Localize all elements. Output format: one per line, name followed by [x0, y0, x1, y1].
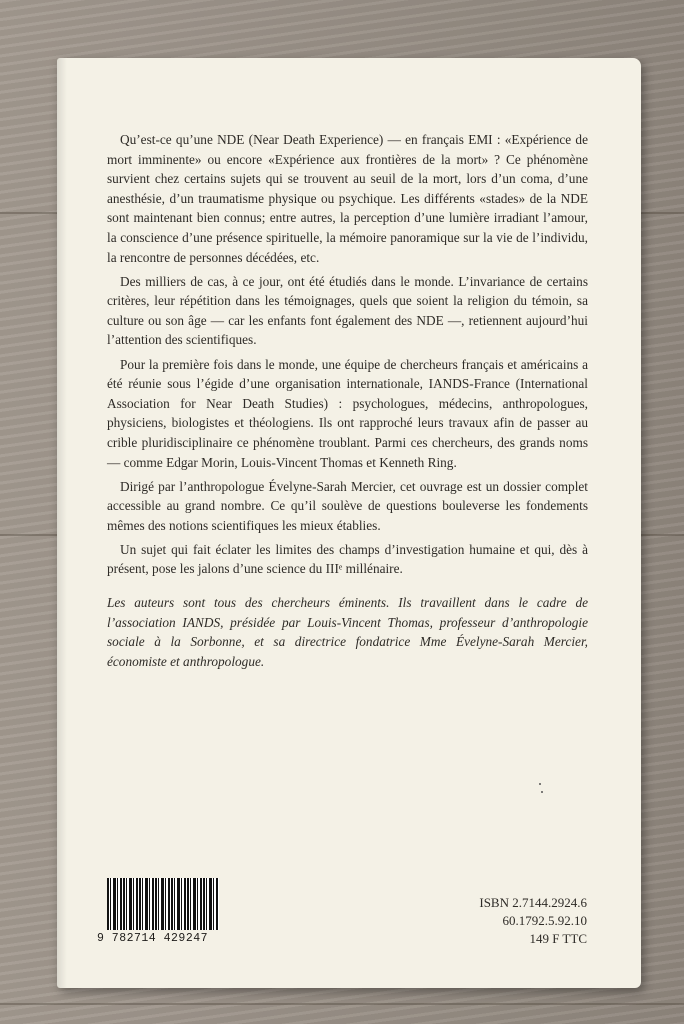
spine-shadow — [57, 58, 67, 988]
blurb-paragraph-1: Qu’est-ce qu’une NDE (Near Death Experience) — en français EMI : «Expérience de mort imminente» ou encore «Expérience aux frontières de la mort» ? Ce phénomène survient chez certains sujets qui se trouvent au seuil de la mort, lors d’un coma, d’une anesthésie, d’un traumatisme physique ou psychique. Les différents «stades» de la NDE sont maintenant bien connus; entre autres, la perception d’une lumière irradiant l’amour, la conscience d’une présence spirituelle, la mémoire panoramique sur la vie de l’individu, la rencontre de personnes décédées, etc. — [107, 132, 588, 265]
blurb-paragraph-2: Des milliers de cas, à ce jour, ont été étudiés dans le monde. L’invariance de certains critères, leur répétition dans les témoignages, quels que soient la religion du témoin, sa culture ou son âge — car les enfants font également des NDE —, retiennent aujourd’hui l’attention des scientifiques. — [107, 273, 588, 348]
blurb-text — [107, 130, 588, 676]
authors-paragraph: Les auteurs sont tous des chercheurs éminents. Ils travaillent dans le cadre de l’association IANDS, présidée par Louis-Vincent Thomas, professeur d’anthropologie sociale à la Sorbonne, et sa directrice fondatrice Mme Évelyne-Sarah Mercier, économiste et anthropologue. — [107, 595, 588, 669]
catalog-code: 60.1792.5.92.10 — [502, 913, 587, 928]
price: 149 F TTC — [529, 931, 587, 946]
barcode — [107, 878, 219, 930]
book-back-cover — [57, 58, 641, 988]
blurb-paragraph-4: Dirigé par l’anthropologue Évelyne-Sarah Mercier, cet ouvrage est un dossier complet accessible au grand nombre. Ce qu’il soulève de questions bouleverse les fondements mêmes des notions scientifiques les mieux établies. — [107, 478, 588, 533]
speck — [539, 783, 541, 785]
blurb-paragraph-3: Pour la première fois dans le monde, une équipe de chercheurs français et américains a été réunie sous l’égide d’une organisation internationale, IANDS-France (International Association for Near Death Studies) : psychologues, médecins, anthropologues, physiciens, biologistes et théologiens. Ils ont rapproché leurs travaux afin de passer au crible pluridisciplinaire ce phénomène troublant. Parmi ces chercheurs, des grands noms — comme Edgar Morin, Louis-Vincent Thomas et Kenneth Ring. — [107, 356, 588, 470]
speck — [541, 791, 543, 793]
isbn-number: ISBN 2.7144.2924.6 — [479, 895, 587, 910]
blurb-paragraph-5: Un sujet qui fait éclater les limites des champs d’investigation humaine et qui, dès à présent, pose les jalons d’une science du IIIᵉ millénaire. — [107, 541, 588, 577]
barcode-digits: 9 782714 429247 — [97, 932, 209, 945]
isbn-block — [479, 894, 587, 948]
